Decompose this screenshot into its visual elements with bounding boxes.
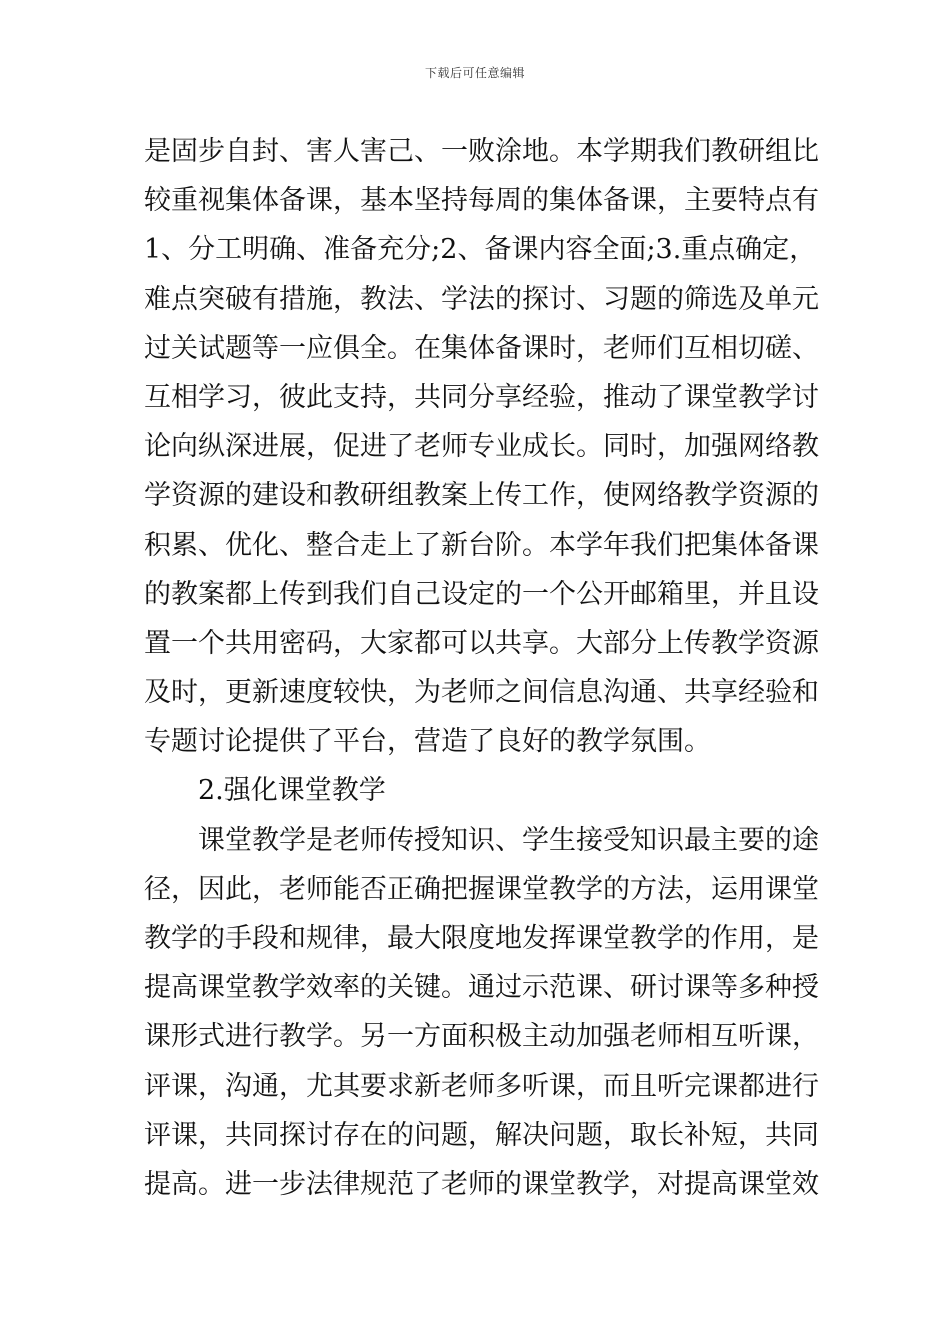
paragraph-line: 评课，共同探讨存在的问题，解决问题，取长补短，共同 [144,1119,819,1151]
section-heading: 2.强化课堂教学 [198,775,386,807]
document-body [144,127,819,1209]
paragraph-line: 是固步自封、害人害己、一败涂地。本学期我们教研组比 [144,136,819,167]
paragraph-line: 评课，沟通，尤其要求新老师多听课，而且听完课都进行 [144,1070,819,1102]
paragraph-line: 及时，更新速度较快，为老师之间信息沟通、共享经验和 [144,677,819,709]
paragraph-line: 教学的手段和规律，最大限度地发挥课堂教学的作用，是 [144,923,819,954]
paragraph-line: 论向纵深进展，促进了老师专业成长。同时，加强网络教 [144,431,819,463]
paragraph-line: 的教案都上传到我们自己设定的一个公开邮箱里，并且设 [144,578,819,610]
paragraph-line: 置一个共用密码，大家都可以共享。大部分上传教学资源 [144,627,819,659]
paragraph-line: 难点突破有措施，教法、学法的探讨、习题的筛选及单元 [144,283,819,315]
paragraph-line: 径，因此，老师能否正确把握课堂教学的方法，运用课堂 [144,873,819,905]
paragraph-line: 过关试题等一应俱全。在集体备课时，老师们互相切磋、 [144,332,819,364]
paragraph-line: 专题讨论提供了平台，营造了良好的教学氛围。 [144,726,711,758]
paragraph-line: 1、分工明确、准备充分;2、备课内容全面;3.重点确定， [144,234,817,266]
paragraph-line: 课堂教学是老师传授知识、学生接受知识最主要的途 [198,824,819,856]
paragraph-line: 积累、优化、整合走上了新台阶。本学年我们把集体备课 [144,529,819,561]
paragraph-line: 较重视集体备课，基本坚持每周的集体备课，主要特点有 [144,185,819,217]
paragraph-line: 学资源的建设和教研组教案上传工作，使网络教学资源的 [144,480,819,512]
page-header: 下载后可任意编辑 [424,66,525,80]
paragraph-line: 提高课堂教学效率的关键。通过示范课、研讨课等多种授 [144,972,819,1004]
paragraph-line: 提高。进一步法律规范了老师的课堂教学，对提高课堂效 [144,1168,819,1200]
paragraph-line: 课形式进行教学。另一方面积极主动加强老师相互听课， [144,1021,819,1053]
paragraph-line: 互相学习，彼此支持，共同分享经验，推动了课堂教学讨 [144,381,819,413]
